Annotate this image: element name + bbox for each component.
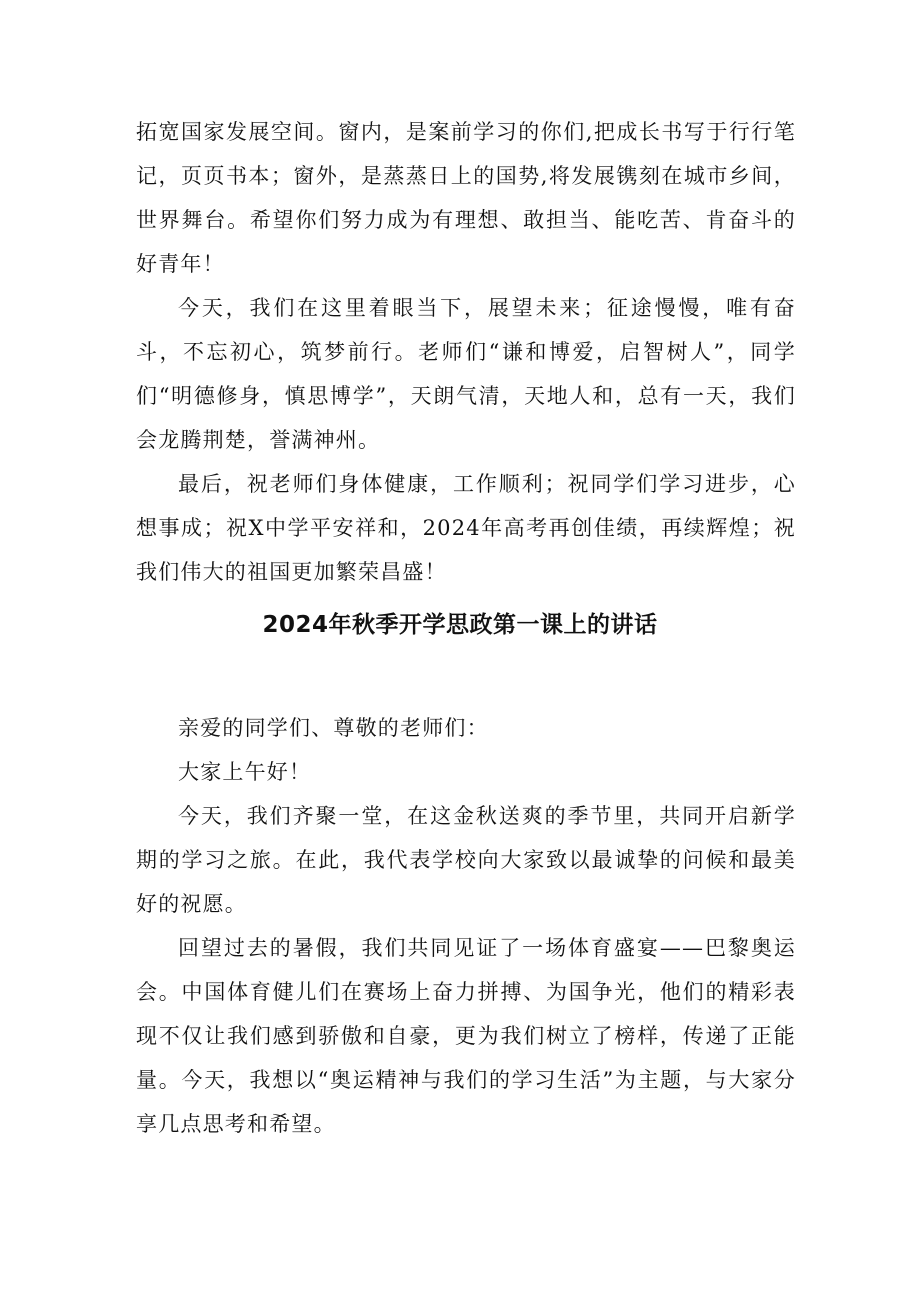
paragraph-greeting: 大家上午好！ xyxy=(178,760,312,784)
paragraph-today: 今天，我们在这里着眼当下，展望未来；征途慢慢，唯有奋斗，不忘初心，筑梦前行。老师们“谦和博爱，启智树人”，同学们“明德修身，慎思博学”，天朗气清，天地人和，总有一天，我们会龙腾荆楚，誉满神州。 xyxy=(136,296,796,452)
paragraph-opening: 今天，我们齐聚一堂，在这金秋送爽的季节里，共同开启新学期的学习之旅。在此，我代表学校向大家致以最诚挚的问候和最美好的祝愿。 xyxy=(136,804,796,916)
speech-title: 2024年秋季开学思政第一课上的讲话 xyxy=(262,612,658,638)
paragraph-olympics: 回望过去的暑假，我们共同见证了一场体育盛宴——巴黎奥运会。中国体育健儿们在赛场上奋力拼搏、为国争光，他们的精彩表现不仅让我们感到骄傲和自豪，更为我们树立了榜样，传递了正能量。今天，我想以“奥运精神与我们的学习生活”为主题，与大家分享几点思考和希望。 xyxy=(136,936,796,1136)
speech-body xyxy=(136,706,796,1146)
paragraph-salutation: 亲爱的同学们、尊敬的老师们： xyxy=(178,716,489,740)
paragraph-closing-wishes: 最后，祝老师们身体健康，工作顺利；祝同学们学习进步，心想事成；祝X中学平安祥和，2024年高考再创佳绩，再续辉煌；祝我们伟大的祖国更加繁荣昌盛！ xyxy=(136,472,796,584)
previous-speech-ending xyxy=(136,110,796,594)
paragraph-continuation: 拓宽国家发展空间。窗内，是案前学习的你们,把成长书写于行行笔记，页页书本；窗外，是蒸蒸日上的国势,将发展镌刻在城市乡间，世界舞台。希望你们努力成为有理想、敢担当、能吃苦、肯奋斗的好青年！ xyxy=(136,120,796,276)
